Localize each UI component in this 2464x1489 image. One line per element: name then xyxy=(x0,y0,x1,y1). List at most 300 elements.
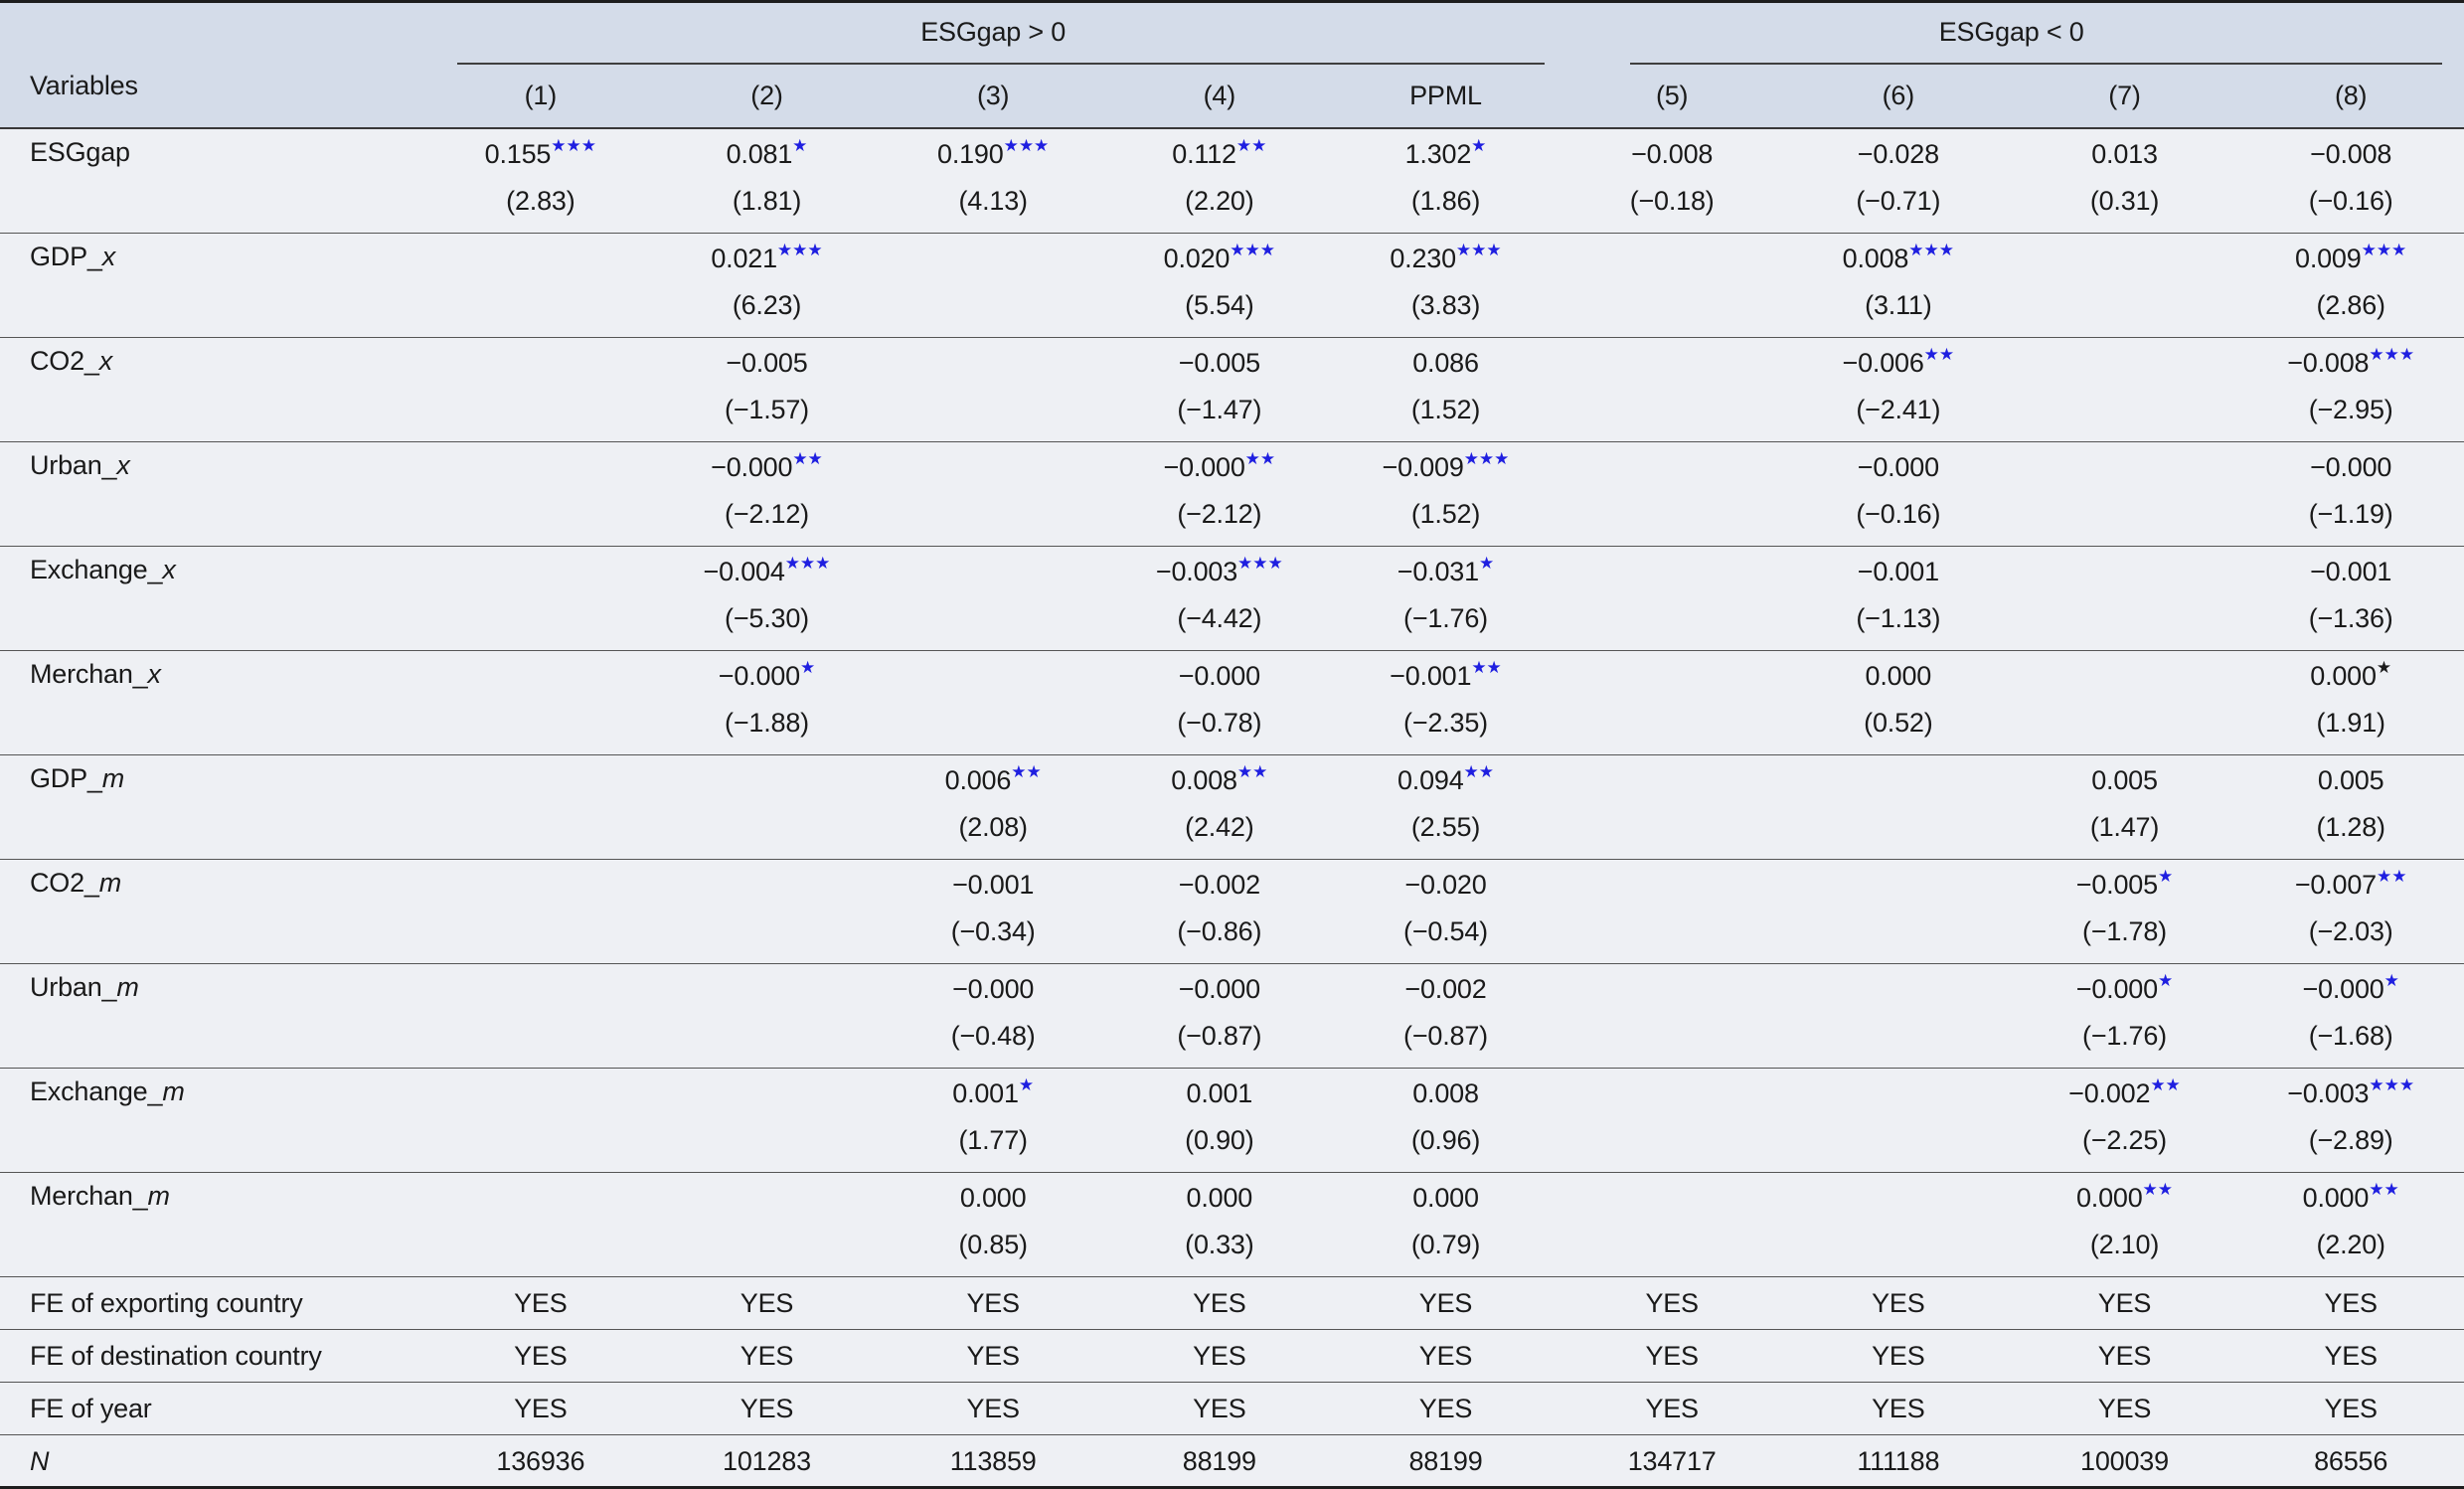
coefficient-cell xyxy=(1785,755,2012,859)
row-label: N xyxy=(30,1446,50,1476)
column-header: (8) xyxy=(2334,81,2368,110)
value-cell: YES xyxy=(1645,1393,1699,1423)
estimate-value: 0.155★★★ xyxy=(484,136,596,169)
t-statistic: (−0.48) xyxy=(950,1021,1036,1051)
coefficient-cell xyxy=(1333,234,1560,337)
coefficient-cell xyxy=(654,234,881,337)
significance-stars: ★★ xyxy=(1235,136,1267,155)
t-statistic: (−2.35) xyxy=(1403,708,1488,738)
significance-stars: ★★ xyxy=(1471,658,1502,677)
t-statistic: (1.91) xyxy=(2316,708,2385,738)
coefficient-cell xyxy=(427,338,654,441)
coefficient-cell xyxy=(1333,755,1560,859)
row-label: CO2_ x xyxy=(30,346,113,376)
value-cell: YES xyxy=(1418,1287,1473,1318)
estimate-value: −0.000★ xyxy=(718,658,816,691)
t-statistic: (3.11) xyxy=(1865,290,1932,320)
row-label: FE of destination country xyxy=(30,1340,322,1371)
coefficient-cell xyxy=(2237,547,2464,650)
spanner-esggap-negative xyxy=(1559,3,2464,65)
value-cell: YES xyxy=(2097,1340,2152,1371)
significance-stars: ★★ xyxy=(1236,762,1268,781)
coefficient-cell xyxy=(2237,129,2464,233)
coefficient-cell xyxy=(1559,964,1785,1068)
column-header: (2) xyxy=(750,81,783,110)
significance-stars: ★★★ xyxy=(784,554,831,573)
estimate-value: 0.112★★ xyxy=(1172,136,1267,169)
coefficient-cell xyxy=(654,755,881,859)
significance-stars: ★★★ xyxy=(1230,241,1275,259)
significance-stars: ★★★ xyxy=(1003,136,1050,155)
coefficient-cell xyxy=(2237,1173,2464,1276)
row-label: CO2_ m xyxy=(30,868,122,898)
significance-stars: ★★ xyxy=(2142,1180,2174,1199)
coefficient-cell xyxy=(1785,651,2012,754)
estimate-value: −0.031★ xyxy=(1396,554,1495,586)
coefficient-cell xyxy=(1785,964,2012,1068)
significance-stars: ★ xyxy=(1478,554,1495,573)
significance-stars: ★★★ xyxy=(1237,554,1283,573)
significance-stars: ★★★ xyxy=(1908,241,1954,259)
coefficient-cell xyxy=(1559,1173,1785,1276)
value-cell: YES xyxy=(966,1393,1020,1423)
estimate-value: −0.006★★ xyxy=(1842,345,1955,378)
value-cell: YES xyxy=(739,1340,794,1371)
coefficient-cell xyxy=(1106,755,1333,859)
significance-stars: ★ xyxy=(792,136,808,155)
t-statistic: (−0.34) xyxy=(950,916,1036,946)
coefficient-cell xyxy=(2237,964,2464,1068)
coefficient-cell xyxy=(880,1069,1106,1172)
estimate-value: 0.006★★ xyxy=(944,762,1042,795)
significance-stars: ★★★ xyxy=(2369,345,2415,364)
significance-stars: ★★ xyxy=(1244,449,1276,468)
coefficient-cell xyxy=(2012,234,2238,337)
estimate-value: −0.000★ xyxy=(2075,971,2174,1004)
t-statistic: (2.10) xyxy=(2089,1230,2160,1259)
coefficient-cell xyxy=(1106,442,1333,546)
row-label: FE of exporting country xyxy=(30,1287,303,1318)
coefficient-cell xyxy=(1559,651,1785,754)
estimate-value: 0.000★★ xyxy=(2302,1180,2399,1213)
t-statistic: (−1.57) xyxy=(725,395,809,424)
table-row xyxy=(0,964,2464,1069)
coefficient-cell xyxy=(2012,338,2238,441)
coefficient-cell xyxy=(2237,860,2464,963)
t-statistic: (−0.87) xyxy=(1177,1021,1262,1051)
variables-header: Variables xyxy=(30,71,138,100)
coefficient-cell xyxy=(654,1173,881,1276)
t-statistic: (2.20) xyxy=(1185,186,1254,216)
spanner-label: ESGgap < 0 xyxy=(1938,17,2084,47)
coefficient-cell xyxy=(2237,651,2464,754)
table-row xyxy=(0,1330,2464,1383)
estimate-value: −0.002 xyxy=(1178,870,1260,900)
coefficient-cell xyxy=(2237,234,2464,337)
t-statistic: (0.85) xyxy=(958,1230,1028,1259)
coefficient-cell xyxy=(1106,1069,1333,1172)
coefficient-cell xyxy=(880,1173,1106,1276)
value-cell: YES xyxy=(1418,1393,1473,1423)
column-header: PPML xyxy=(1409,81,1482,110)
row-label: FE of year xyxy=(30,1393,152,1423)
significance-stars: ★★ xyxy=(2150,1075,2181,1094)
significance-stars: ★★ xyxy=(1463,762,1495,781)
t-statistic: (−1.68) xyxy=(2308,1021,2393,1051)
significance-stars: ★★★ xyxy=(2361,241,2407,259)
coefficient-cell xyxy=(1785,129,2012,233)
table-row xyxy=(0,1435,2464,1488)
value-cell: YES xyxy=(739,1393,794,1423)
column-header: (4) xyxy=(1203,81,1236,110)
coefficient-cell xyxy=(2012,860,2238,963)
coefficient-cell xyxy=(654,547,881,650)
coefficient-cell xyxy=(2237,442,2464,546)
row-label: GDP_ x xyxy=(30,242,116,271)
significance-stars: ★★★ xyxy=(1455,241,1502,259)
t-statistic: (2.20) xyxy=(2316,1230,2385,1259)
value-cell: 100039 xyxy=(2080,1446,2169,1476)
estimate-value: −0.001★★ xyxy=(1390,658,1502,691)
t-statistic: (−1.88) xyxy=(725,708,809,738)
spanner-row xyxy=(427,3,2464,65)
significance-stars: ★ xyxy=(1471,136,1487,155)
t-statistic: (0.96) xyxy=(1410,1125,1481,1155)
t-statistic: (1.81) xyxy=(732,186,802,216)
estimate-value: 0.008 xyxy=(1412,1078,1479,1108)
coefficient-cell xyxy=(1106,547,1333,650)
table-row xyxy=(0,1173,2464,1277)
coefficient-cell xyxy=(1106,651,1333,754)
coefficient-cell xyxy=(880,442,1106,546)
value-cell: 88199 xyxy=(1182,1446,1256,1476)
estimate-value: −0.002★★ xyxy=(2068,1075,2181,1108)
significance-stars: ★★★ xyxy=(2369,1075,2415,1094)
value-cell: YES xyxy=(1872,1393,1925,1423)
table-row xyxy=(0,755,2464,860)
estimate-value: −0.000 xyxy=(1857,452,1939,482)
coefficient-cell xyxy=(654,442,881,546)
coefficient-cell xyxy=(427,129,654,233)
significance-stars: ★★★ xyxy=(551,136,596,155)
coefficient-cell xyxy=(1559,755,1785,859)
column-number-row xyxy=(427,65,2464,127)
t-statistic: (1.47) xyxy=(2089,812,2160,842)
estimate-value: −0.007★★ xyxy=(2294,867,2407,900)
coefficient-cell xyxy=(1106,234,1333,337)
value-cell: 136936 xyxy=(496,1446,585,1476)
significance-stars: ★★ xyxy=(2376,867,2407,886)
coefficient-cell xyxy=(427,651,654,754)
column-header: (1) xyxy=(524,81,558,110)
value-cell: YES xyxy=(2097,1287,2152,1318)
coefficient-cell xyxy=(2237,338,2464,441)
value-cell: YES xyxy=(514,1393,568,1423)
value-cell: 111188 xyxy=(1857,1446,1940,1476)
value-cell: 101283 xyxy=(723,1446,811,1476)
estimate-value: 0.021★★★ xyxy=(711,241,823,273)
coefficient-cell xyxy=(1785,338,2012,441)
t-statistic: (−0.18) xyxy=(1629,186,1715,216)
coefficient-cell xyxy=(1785,547,2012,650)
estimate-value: 0.000 xyxy=(1865,661,1932,691)
coefficient-cell xyxy=(654,129,881,233)
estimate-value: 0.008★★ xyxy=(1171,762,1268,795)
t-statistic: (5.54) xyxy=(1185,290,1254,320)
estimate-value: −0.008 xyxy=(2310,139,2392,169)
table-row xyxy=(0,129,2464,234)
significance-stars: ★ xyxy=(2157,867,2174,886)
estimate-value: 0.081★ xyxy=(726,136,808,169)
estimate-value: 0.190★★★ xyxy=(937,136,1050,169)
table-row xyxy=(0,547,2464,651)
row-label: Merchan_ x xyxy=(30,659,161,689)
coefficient-cell xyxy=(1559,547,1785,650)
coefficient-cell xyxy=(1559,129,1785,233)
coefficient-cell xyxy=(1785,234,2012,337)
estimate-value: −0.001 xyxy=(952,870,1035,900)
coefficient-cell xyxy=(880,755,1106,859)
value-cell: YES xyxy=(966,1340,1020,1371)
t-statistic: (−1.76) xyxy=(2082,1021,2167,1051)
value-cell: YES xyxy=(1872,1340,1925,1371)
estimate-value: −0.001 xyxy=(1857,557,1939,586)
coefficient-cell xyxy=(2012,547,2238,650)
coefficient-cell xyxy=(427,234,654,337)
coefficient-cell xyxy=(880,129,1106,233)
coefficient-cell xyxy=(654,1069,881,1172)
table-row xyxy=(0,338,2464,442)
estimate-value: −0.003★★★ xyxy=(2287,1075,2415,1108)
t-statistic: (−1.36) xyxy=(2308,603,2393,633)
coefficient-cell xyxy=(2012,651,2238,754)
estimate-value: −0.004★★★ xyxy=(703,554,831,586)
column-header: (5) xyxy=(1655,81,1689,110)
coefficient-cell xyxy=(427,442,654,546)
row-label: Exchange_ m xyxy=(30,1076,185,1106)
coefficient-cell xyxy=(880,338,1106,441)
t-statistic: (1.77) xyxy=(958,1125,1028,1155)
coefficient-cell xyxy=(1333,338,1560,441)
coefficient-cell xyxy=(1785,860,2012,963)
t-statistic: (0.52) xyxy=(1864,708,1933,738)
t-statistic: (−0.87) xyxy=(1403,1021,1488,1051)
coefficient-cell xyxy=(2237,755,2464,859)
coefficient-cell xyxy=(1559,338,1785,441)
value-cell: YES xyxy=(1193,1340,1246,1371)
coefficient-cell xyxy=(2012,1173,2238,1276)
estimate-value: −0.000 xyxy=(2310,452,2392,482)
coefficient-cell xyxy=(1333,964,1560,1068)
coefficient-cell xyxy=(1106,860,1333,963)
value-cell: YES xyxy=(1418,1340,1473,1371)
coefficient-cell xyxy=(1333,1069,1560,1172)
t-statistic: (0.79) xyxy=(1410,1230,1481,1259)
value-cell: YES xyxy=(2097,1393,2152,1423)
coefficient-cell xyxy=(1106,1173,1333,1276)
coefficient-cell xyxy=(1785,1173,2012,1276)
estimate-value: 0.230★★★ xyxy=(1390,241,1502,273)
coefficient-cell xyxy=(427,964,654,1068)
coefficient-cell xyxy=(2012,442,2238,546)
estimate-value: 0.013 xyxy=(2091,139,2158,169)
estimate-value: 0.008★★★ xyxy=(1842,241,1954,273)
value-cell: YES xyxy=(739,1287,794,1318)
significance-stars: ★★ xyxy=(792,449,823,468)
significance-stars: ★ xyxy=(1018,1075,1035,1094)
estimate-value: 0.000 xyxy=(959,1183,1027,1213)
coefficient-cell xyxy=(2012,129,2238,233)
estimate-value: −0.000★★ xyxy=(1163,449,1276,482)
t-statistic: (1.52) xyxy=(1410,395,1481,424)
estimate-value: 0.020★★★ xyxy=(1163,241,1275,273)
estimate-value: 0.094★★ xyxy=(1396,762,1495,795)
t-statistic: (6.23) xyxy=(732,290,802,320)
significance-stars: ★★ xyxy=(2369,1180,2399,1199)
value-cell: 88199 xyxy=(1408,1446,1483,1476)
t-statistic: (−1.19) xyxy=(2308,499,2393,529)
significance-stars: ★ xyxy=(2157,971,2174,990)
row-label: Merchan_ m xyxy=(30,1181,170,1211)
coefficient-cell xyxy=(1106,338,1333,441)
t-statistic: (−2.12) xyxy=(1177,499,1262,529)
row-label: Exchange_ x xyxy=(30,555,176,584)
table-row xyxy=(0,1069,2464,1173)
t-statistic: (2.08) xyxy=(958,812,1028,842)
t-statistic: (−0.86) xyxy=(1177,916,1262,946)
column-header: (7) xyxy=(2108,81,2141,110)
significance-stars: ★ xyxy=(2376,658,2392,677)
coefficient-cell xyxy=(880,547,1106,650)
table-row xyxy=(0,1383,2464,1435)
table-row xyxy=(0,442,2464,547)
estimate-value: 1.302★ xyxy=(1404,136,1487,169)
table-row xyxy=(0,860,2464,964)
estimate-value: 0.000★★ xyxy=(2075,1180,2174,1213)
coefficient-cell xyxy=(2012,755,2238,859)
t-statistic: (1.52) xyxy=(1410,499,1481,529)
coefficient-cell xyxy=(427,755,654,859)
coefficient-cell xyxy=(880,860,1106,963)
t-statistic: (−1.76) xyxy=(1403,603,1488,633)
t-statistic: (−4.42) xyxy=(1177,603,1262,633)
coefficient-cell xyxy=(427,547,654,650)
coefficient-cell xyxy=(427,860,654,963)
column-headers xyxy=(427,3,2464,127)
coefficient-cell xyxy=(1106,964,1333,1068)
estimate-value: 0.001 xyxy=(1186,1078,1253,1108)
table-row xyxy=(0,234,2464,338)
value-cell: 134717 xyxy=(1627,1446,1717,1476)
value-cell: YES xyxy=(1193,1393,1246,1423)
estimate-value: −0.028 xyxy=(1857,139,1939,169)
coefficient-cell xyxy=(1333,547,1560,650)
column-header: (6) xyxy=(1882,81,1915,110)
estimate-value: 0.086 xyxy=(1412,348,1479,378)
coefficient-cell xyxy=(1106,129,1333,233)
value-cell: 86556 xyxy=(2314,1446,2388,1476)
t-statistic: (3.83) xyxy=(1410,290,1481,320)
coefficient-cell xyxy=(1559,1069,1785,1172)
coefficient-cell xyxy=(427,1069,654,1172)
value-cell: YES xyxy=(514,1340,568,1371)
value-cell: YES xyxy=(1645,1287,1699,1318)
estimate-value: −0.005 xyxy=(1178,348,1260,378)
row-label: Urban_ x xyxy=(30,450,130,480)
estimate-value: −0.000★★ xyxy=(711,449,823,482)
value-cell: YES xyxy=(1872,1287,1925,1318)
estimate-value: −0.000★ xyxy=(2302,971,2399,1004)
t-statistic: (−5.30) xyxy=(725,603,809,633)
coefficient-cell xyxy=(1559,442,1785,546)
t-statistic: (−2.89) xyxy=(2308,1125,2393,1155)
row-label: ESGgap xyxy=(30,137,130,167)
coefficient-cell xyxy=(1333,1173,1560,1276)
coefficient-cell xyxy=(1333,442,1560,546)
coefficient-cell xyxy=(427,1173,654,1276)
estimate-value: −0.000 xyxy=(952,974,1035,1004)
coefficient-cell xyxy=(880,234,1106,337)
value-cell: 113859 xyxy=(949,1446,1037,1476)
coefficient-cell xyxy=(654,964,881,1068)
t-statistic: (−1.13) xyxy=(1856,603,1941,633)
value-cell: YES xyxy=(966,1287,1020,1318)
coefficient-cell xyxy=(2237,1069,2464,1172)
coefficient-cell xyxy=(1333,860,1560,963)
estimate-value: −0.005 xyxy=(726,348,808,378)
coefficient-cell xyxy=(654,860,881,963)
t-statistic: (−0.71) xyxy=(1856,186,1941,216)
t-statistic: (0.33) xyxy=(1185,1230,1254,1259)
coefficient-cell xyxy=(1559,234,1785,337)
coefficient-cell xyxy=(880,651,1106,754)
significance-stars: ★★★ xyxy=(776,241,823,259)
estimate-value: −0.002 xyxy=(1404,974,1487,1004)
coefficient-cell xyxy=(1333,129,1560,233)
estimate-value: −0.005★ xyxy=(2075,867,2174,900)
coefficient-cell xyxy=(2012,1069,2238,1172)
t-statistic: (4.13) xyxy=(958,186,1028,216)
coefficient-cell xyxy=(2012,964,2238,1068)
estimate-value: −0.008★★★ xyxy=(2287,345,2415,378)
t-statistic: (−0.54) xyxy=(1403,916,1488,946)
t-statistic: (−1.47) xyxy=(1177,395,1262,424)
t-statistic: (−2.03) xyxy=(2308,916,2393,946)
significance-stars: ★ xyxy=(2383,971,2399,990)
value-cell: YES xyxy=(2324,1287,2378,1318)
estimate-value: −0.001 xyxy=(2310,557,2392,586)
estimate-value: 0.005 xyxy=(2317,765,2384,795)
estimate-value: 0.001★ xyxy=(952,1075,1035,1108)
estimate-value: 0.000★ xyxy=(2310,658,2392,691)
estimate-value: −0.000 xyxy=(1178,974,1260,1004)
significance-stars: ★★★ xyxy=(1463,449,1510,468)
table-header xyxy=(0,3,2464,129)
value-cell: YES xyxy=(2324,1393,2378,1423)
t-statistic: (−0.78) xyxy=(1177,708,1262,738)
spanner-esggap-positive xyxy=(427,3,1559,65)
t-statistic: (−0.16) xyxy=(2308,186,2393,216)
t-statistic: (0.90) xyxy=(1185,1125,1254,1155)
table-row xyxy=(0,1277,2464,1330)
t-statistic: (2.42) xyxy=(1185,812,1254,842)
estimate-value: −0.009★★★ xyxy=(1382,449,1510,482)
t-statistic: (−2.95) xyxy=(2308,395,2393,424)
t-statistic: (2.83) xyxy=(506,186,575,216)
t-statistic: (1.86) xyxy=(1410,186,1481,216)
column-header: (3) xyxy=(976,81,1010,110)
coefficient-cell xyxy=(654,651,881,754)
